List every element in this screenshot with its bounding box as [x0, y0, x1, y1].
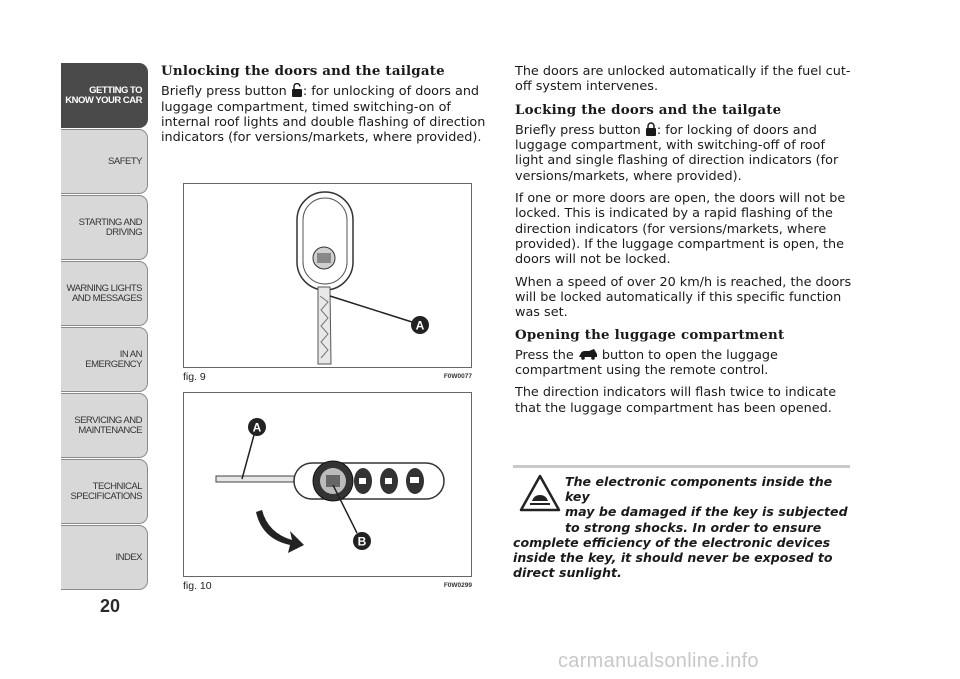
callout-a: A: [415, 318, 425, 333]
heading-luggage: Opening the luggage compartment: [515, 327, 785, 344]
warning-divider: [513, 465, 850, 468]
paragraph-text: Press the: [515, 347, 574, 363]
warning-line: to strong shocks. In order to ensure: [565, 519, 822, 535]
paragraph-speed: When a speed of over 20 km/h is reached, the doors will be locked automatically if this specific function was set.: [515, 274, 852, 321]
lock-icon: [645, 122, 657, 136]
figure-10: [183, 392, 472, 577]
paragraph-text: : for unlocking of doors and luggage compartment, timed switching-on of internal roof lights and double flashing of direction indicators (for versions/markets, where provided).: [161, 84, 486, 146]
figure-9-label: fig. 9: [183, 371, 206, 383]
key-flip-illustration: [184, 393, 471, 576]
warning-line: The electronic components inside the key: [565, 474, 833, 505]
callout-a: A: [252, 420, 262, 435]
paragraph-unlocking: [161, 83, 493, 145]
paragraph-text: Briefly press button: [161, 84, 287, 100]
page-number: 20: [100, 596, 121, 616]
warning-line: complete efficiency of the electronic devices inside the key, it should never be exposed to direct sunlight.: [513, 534, 833, 581]
callout-b: B: [357, 534, 367, 549]
tab-warning-lights[interactable]: WARNING LIGHTS AND MESSAGES: [61, 261, 148, 326]
paragraph-text: : for locking of doors and luggage compartment, with switching-off of roof light and single flashing of direction indicators (for versions/markets, where provided).: [515, 122, 839, 184]
warning-line: may be damaged if the key is subjected: [565, 504, 848, 520]
paragraph-text: Briefly press button: [515, 122, 641, 138]
watermark: carmanualsonline.info: [558, 650, 759, 672]
rotate-arrow-icon: [256, 510, 304, 553]
tab-starting-and-driving[interactable]: STARTING AND DRIVING: [61, 195, 148, 260]
unlock-icon: [291, 83, 303, 97]
tab-servicing-and-maintenance[interactable]: SERVICING AND MAINTENANCE: [61, 393, 148, 458]
paragraph-press: [515, 348, 853, 379]
tab-in-an-emergency[interactable]: IN AN EMERGENCY: [61, 327, 148, 392]
heading-locking: Locking the doors and the tailgate: [515, 101, 782, 118]
figure-9-code: F0W0077: [443, 373, 472, 380]
paragraph-text: button to open the luggage compartment using the remote control.: [515, 347, 778, 379]
tab-technical-specifications[interactable]: TECHNICAL SPECIFICATIONS: [61, 459, 148, 524]
paragraph-locking: [515, 122, 853, 184]
paragraph-flash: The direction indicators will flash twice to indicate that the luggage compartment has been opened.: [515, 385, 837, 416]
right-column: [515, 64, 853, 423]
paragraph-fuel-cutoff: The doors are unlocked automatically if the fuel cut-off system intervenes.: [515, 64, 851, 95]
figure-10-code: F0W0299: [443, 582, 472, 589]
tab-index[interactable]: INDEX: [61, 525, 148, 590]
warning-text: [513, 474, 853, 580]
figure-9: [183, 183, 472, 368]
left-column: [161, 64, 493, 152]
paragraph-doors-open: If one or more doors are open, the doors will not be locked. This is indicated by a rapid flashing of the direction indicators (for versions/markets, where provided). If the luggage compartment is open, the doors will not be locked.: [515, 191, 846, 268]
key-closed-illustration: [184, 184, 471, 367]
tab-getting-to-know-your-car[interactable]: GETTING TO KNOW YOUR CAR: [61, 63, 148, 128]
tab-safety[interactable]: SAFETY: [61, 129, 148, 194]
car-tailgate-icon: [578, 348, 598, 360]
figure-10-label: fig. 10: [183, 580, 212, 592]
heading-unlocking: Unlocking the doors and the tailgate: [161, 63, 445, 79]
